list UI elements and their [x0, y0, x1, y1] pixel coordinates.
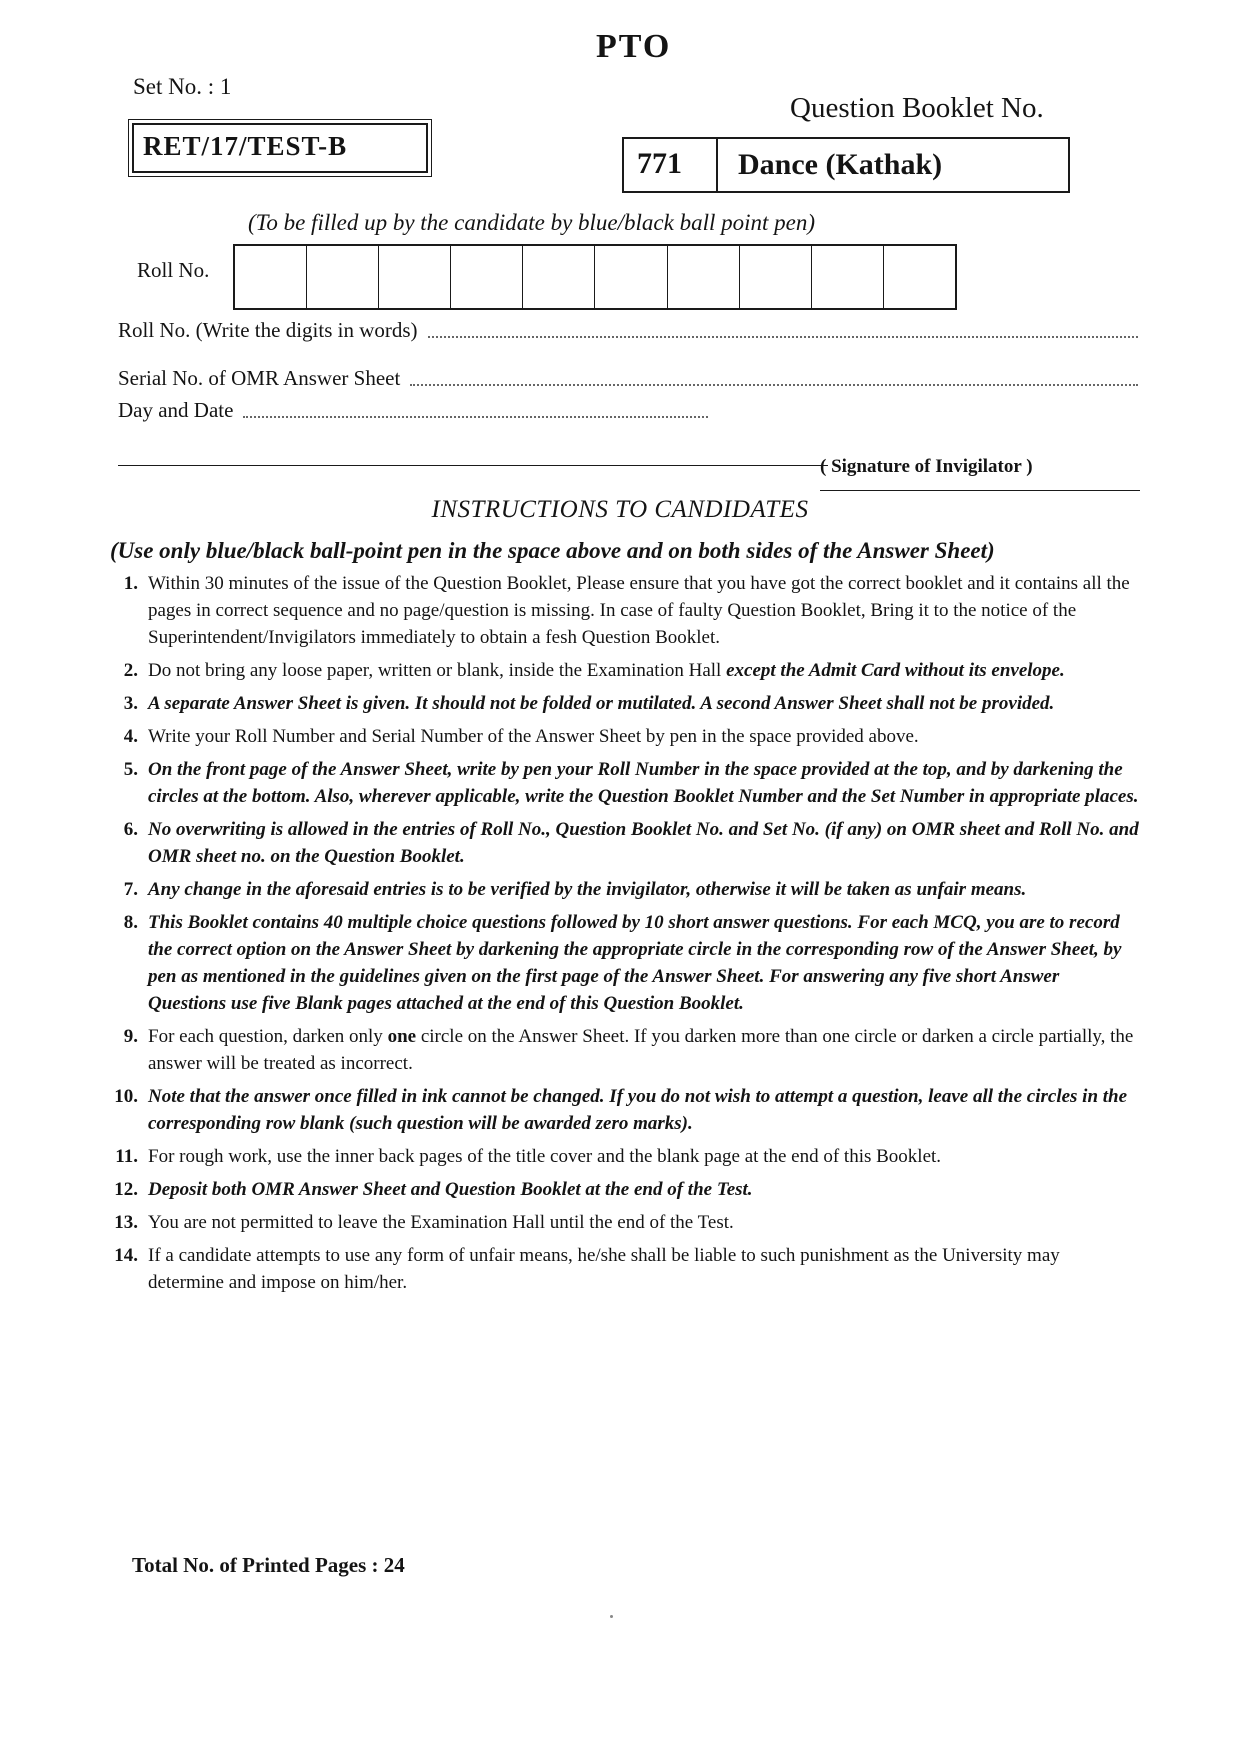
instruction-item — [100, 909, 1140, 1017]
scan-speck — [610, 1615, 613, 1618]
roll-words-label: Roll No. (Write the digits in words) — [118, 318, 418, 342]
instruction-number: 6. — [123, 819, 138, 840]
subject-name: Dance (Kathak) — [738, 148, 943, 181]
instruction-text: You are not permitted to leave the Examination Hall until the end of the Test. — [148, 1212, 734, 1233]
instruction-item — [100, 1176, 1140, 1203]
instruction-number: 1. — [123, 573, 138, 594]
roll-words-line[interactable] — [428, 336, 1138, 338]
roll-digit-box[interactable] — [884, 246, 955, 308]
instruction-text — [148, 657, 1140, 684]
instruction-strong: one — [387, 1026, 417, 1047]
instruction-text: Within 30 minutes of the issue of the Question Booklet, Please ensure that you have got the correct booklet and it contains all the pages in correct sequence and no page/question is missing. In case of faulty Question Booklet, Bring it to the notice of the Superintendent/Invigilators immediately to obtain a fesh Question Booklet. — [148, 573, 1130, 648]
instruction-text: A separate Answer Sheet is given. It should not be folded or mutilated. A second Answer Sheet shall not be provided. — [148, 693, 1055, 714]
signature-rule — [820, 490, 1140, 491]
total-printed-pages: Total No. of Printed Pages : 24 — [132, 1553, 405, 1577]
instruction-text — [148, 1023, 1140, 1077]
subject-code: 771 — [624, 139, 718, 191]
signature-line — [118, 465, 828, 466]
day-date-line[interactable] — [243, 416, 708, 418]
instruction-item — [100, 756, 1140, 810]
roll-digit-box[interactable] — [235, 246, 307, 308]
instruction-text: If a candidate attempts to use any form of unfair means, he/she shall be liable to such punishment as the University may determine and impose on him/her. — [148, 1245, 1060, 1293]
instruction-number: 12. — [114, 1179, 138, 1200]
instruction-plain: circle on the Answer Sheet. If you darken more than one circle or darken a circle partially, the answer will be treated as incorrect. — [148, 1026, 1134, 1074]
instruction-item — [100, 570, 1140, 651]
roll-digit-box[interactable] — [523, 246, 595, 308]
instruction-item — [100, 1023, 1140, 1077]
invigilator-signature-label: ( Signature of Invigilator ) — [820, 456, 1033, 477]
instruction-number: 3. — [123, 693, 138, 714]
roll-digit-box[interactable] — [451, 246, 523, 308]
instruction-item — [100, 1209, 1140, 1236]
roll-digit-box[interactable] — [812, 246, 884, 308]
instruction-plain: Do not bring any loose paper, written or blank, inside the Examination Hall — [148, 660, 722, 681]
day-date-label: Day and Date — [118, 398, 234, 422]
omr-serial-field — [118, 366, 1138, 391]
fill-note: (To be filled up by the candidate by blue/black ball point pen) — [248, 210, 816, 235]
instruction-number: 8. — [123, 912, 138, 933]
instruction-item — [100, 690, 1140, 717]
instructions-subtitle: (Use only blue/black ball-point pen in the space above and on both sides of the Answer Sheet) — [110, 538, 995, 563]
instruction-number: 2. — [123, 660, 138, 681]
roll-words-field — [118, 318, 1138, 343]
instruction-item — [100, 1143, 1140, 1170]
instruction-text: Note that the answer once filled in ink cannot be changed. If you do not wish to attempt a question, leave all the circles in the corresponding row blank (such question will be awarded zero marks). — [148, 1086, 1128, 1134]
set-number: Set No. : 1 — [133, 74, 232, 99]
exam-code-box: RET/17/TEST-B — [132, 123, 428, 173]
roll-digit-box[interactable] — [595, 246, 667, 308]
instructions-title: INSTRUCTIONS TO CANDIDATES — [431, 496, 809, 523]
instruction-item — [100, 657, 1140, 684]
instruction-number: 9. — [123, 1026, 138, 1047]
instruction-text: Deposit both OMR Answer Sheet and Question Booklet at the end of the Test. — [148, 1179, 753, 1200]
instruction-text: Write your Roll Number and Serial Number of the Answer Sheet by pen in the space provided above. — [148, 726, 919, 747]
roll-digit-box[interactable] — [379, 246, 451, 308]
instruction-text: No overwriting is allowed in the entries of Roll No., Question Booklet No. and Set No. (if any) on OMR sheet and Roll No. and OMR sheet no. on the Question Booklet. — [148, 819, 1139, 867]
roll-digit-box[interactable] — [668, 246, 740, 308]
roll-digit-box[interactable] — [740, 246, 812, 308]
instruction-number: 13. — [114, 1212, 138, 1233]
instruction-text: This Booklet contains 40 multiple choice questions followed by 10 short answer questions. For each MCQ, you are to record the correct option on the Answer Sheet by darkening the appropriate circle in the corresponding row of the Answer Sheet, by pen as mentioned in the guidelines given on the first page of the Answer Sheet. For answering any five short Answer Questions use five Blank pages attached at the end of this Question Booklet. — [148, 912, 1122, 1014]
instructions-list — [100, 570, 1140, 1302]
instruction-text: Any change in the aforesaid entries is to be verified by the invigilator, otherwise it will be taken as unfair means. — [148, 879, 1027, 900]
instruction-number: 10. — [114, 1086, 138, 1107]
top-handwritten-mark: PTO — [596, 28, 672, 65]
question-booklet-label: Question Booklet No. — [790, 92, 1044, 124]
instruction-item — [100, 876, 1140, 903]
instruction-number: 14. — [114, 1245, 138, 1266]
instruction-item — [100, 816, 1140, 870]
omr-serial-label: Serial No. of OMR Answer Sheet — [118, 366, 401, 390]
instruction-item — [100, 1083, 1140, 1137]
roll-no-boxes[interactable] — [233, 244, 957, 310]
instruction-plain: For each question, darken only — [148, 1026, 383, 1047]
roll-no-label: Roll No. — [137, 258, 210, 282]
instruction-text: For rough work, use the inner back pages of the title cover and the blank page at the end of this Booklet. — [148, 1146, 942, 1167]
subject-box — [622, 137, 1070, 193]
roll-digit-box[interactable] — [307, 246, 379, 308]
instruction-number: 4. — [123, 726, 138, 747]
instruction-emphasis: except the Admit Card without its envelope. — [726, 660, 1065, 681]
day-date-field — [118, 398, 708, 423]
instruction-item — [100, 1242, 1140, 1296]
instruction-item — [100, 723, 1140, 750]
instruction-text: On the front page of the Answer Sheet, write by pen your Roll Number in the space provided at the top, and by darkening the circles at the bottom. Also, wherever applicable, write the Question Booklet Number and the Set Number in appropriate places. — [148, 759, 1139, 807]
instruction-number: 5. — [123, 759, 138, 780]
omr-serial-line[interactable] — [410, 384, 1138, 386]
instruction-number: 11. — [115, 1146, 138, 1167]
instruction-number: 7. — [123, 879, 138, 900]
